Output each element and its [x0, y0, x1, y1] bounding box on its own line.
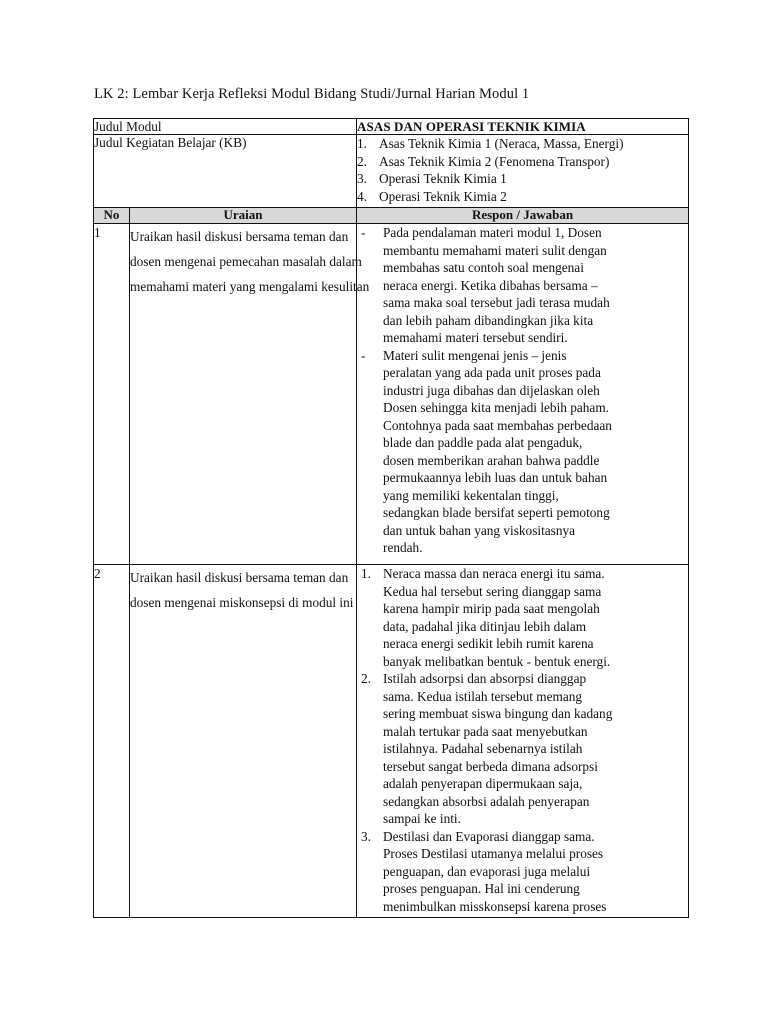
response-text: [379, 670, 688, 828]
response-marker: 2.: [361, 671, 371, 686]
response-line: Contohnya pada saat membahas perbedaan: [383, 417, 612, 433]
uraian-line: Uraikan hasil diskusi bersama teman dan: [130, 229, 349, 244]
kb-item-number: 2.: [357, 153, 367, 169]
response-item: [357, 347, 688, 557]
table-header-row: [94, 208, 689, 224]
kb-item: [357, 188, 688, 206]
judul-kb-row: [94, 135, 689, 208]
uraian-line: dosen mengenai pemecahan masalah dalam: [130, 254, 362, 269]
judul-modul-value: ASAS DAN OPERASI TEKNIK KIMIA: [357, 119, 689, 135]
response-line: Istilah adsorpsi dan absorpsi dianggap: [383, 671, 587, 686]
document-title: LK 2: Lembar Kerja Refleksi Modul Bidang Studi/Jurnal Harian Modul 1: [94, 86, 530, 102]
response-line: sampai ke inti.: [383, 811, 461, 826]
uraian-cell: [130, 224, 370, 565]
kb-item: [357, 170, 688, 188]
response-line: data, padahal jika ditinjau lebih dalam: [383, 618, 587, 634]
response-line: Destilasi dan Evaporasi dianggap sama.: [383, 828, 595, 844]
kb-item: [357, 153, 688, 171]
response-line: peralatan yang ada pada unit proses pada: [383, 365, 601, 380]
response-line: istilahnya. Padahal sebenarnya istilah: [383, 741, 583, 756]
kb-item-text: Asas Teknik Kimia 2 (Fenomena Transpor): [379, 153, 610, 169]
response-line: permukaannya lebih luas dan untuk bahan: [383, 470, 608, 485]
response-line: neraca energi. Ketika dibahas bersama –: [383, 277, 598, 293]
judul-kb-label: Judul Kegiatan Belajar (KB): [94, 135, 357, 208]
response-line: penguapan, dan evaporasi juga melalui: [383, 863, 591, 879]
kb-list: [357, 135, 688, 205]
response-line: Materi sulit mengenai jenis – jenis: [383, 347, 567, 363]
response-line: neraca energi sedikit lebih rumit karena: [383, 636, 594, 651]
response-line: yang memiliki kekentalan tinggi,: [383, 487, 559, 503]
response-line: memahami materi tersebut sendiri.: [383, 330, 568, 345]
uraian-cell: [130, 565, 357, 918]
response-marker: -: [361, 225, 366, 240]
row-number: 1: [94, 224, 130, 565]
judul-modul-label: Judul Modul: [94, 119, 357, 135]
response-line: rendah.: [383, 540, 423, 555]
response-line: sedangkan absorbsi adalah penyerapan: [383, 793, 590, 809]
row-number: 2: [94, 565, 130, 918]
response-line: membahas satu contoh soal mengenai: [383, 260, 584, 275]
response-item: [357, 565, 688, 670]
response-marker: -: [361, 347, 366, 363]
response-text: [379, 828, 688, 916]
response-item: [357, 670, 688, 828]
response-line: Kedua hal tersebut sering dianggap sama: [383, 583, 602, 599]
response-line: Pada pendalaman materi modul 1, Dosen: [383, 225, 602, 240]
uraian-line: memahami materi yang mengalami kesulitan: [130, 279, 370, 294]
response-item: [357, 224, 688, 347]
response-line: Dosen sehingga kita menjadi lebih paham.: [383, 400, 610, 415]
kb-list-cell: [357, 135, 689, 208]
response-marker: 1.: [361, 566, 371, 581]
response-line: industri juga dibahas dan dijelaskan oleh: [383, 382, 600, 398]
header-uraian: Uraian: [130, 208, 357, 224]
response-line: Proses Destilasi utamanya melalui proses: [383, 846, 604, 861]
response-text: [379, 224, 688, 347]
response-line: sama. Kedua istilah tersebut memang: [383, 688, 583, 704]
response-line: dan untuk bahan yang viskositasnya: [383, 522, 576, 538]
kb-item-text: Asas Teknik Kimia 1 (Neraca, Massa, Energi): [379, 136, 624, 151]
response-line: menimbulkan misskonsepsi karena proses: [383, 898, 607, 914]
response-text: [379, 347, 688, 557]
judul-modul-row: [94, 119, 689, 135]
uraian-line: dosen mengenai miskonsepsi di modul ini: [130, 595, 354, 610]
response-item: [357, 828, 688, 916]
kb-item-number: 4.: [357, 188, 367, 204]
response-line: dosen memberikan arahan bahwa paddle: [383, 452, 600, 468]
reflection-table: [93, 118, 689, 918]
response-line: sama maka soal tersebut jadi terasa mudah: [383, 295, 610, 310]
response-line: blade dan paddle pada alat pengaduk,: [383, 435, 583, 450]
response-text: [379, 565, 688, 670]
response-line: tersebut sangat berbeda dimana adsorpsi: [383, 758, 598, 774]
response-line: banyak melibatkan bentuk - bentuk energi.: [383, 653, 611, 669]
kb-item-text: Operasi Teknik Kimia 2: [379, 188, 507, 204]
response-line: malah tertukar pada saat menyebutkan: [383, 723, 588, 739]
kb-item-number: 3.: [357, 171, 367, 186]
header-respon: Respon / Jawaban: [357, 208, 689, 224]
respon-cell: [357, 224, 689, 565]
response-line: adalah penyerapan dipermukaan saja,: [383, 776, 583, 791]
response-line: membantu memahami materi sulit dengan: [383, 242, 607, 258]
response-line: sering membuat siswa bingung dan kadang: [383, 706, 613, 721]
response-line: sedangkan blade bersifat seperti pemotong: [383, 505, 610, 520]
uraian-line: Uraikan hasil diskusi bersama teman dan: [130, 570, 349, 585]
table-row: [94, 224, 689, 565]
response-line: proses penguapan. Hal ini cenderung: [383, 881, 580, 896]
respon-cell: [357, 565, 689, 918]
kb-item-number: 1.: [357, 136, 367, 151]
response-line: Neraca massa dan neraca energi itu sama.: [383, 566, 605, 581]
kb-item-text: Operasi Teknik Kimia 1: [379, 171, 507, 186]
header-no: No: [94, 208, 130, 224]
response-line: dan lebih paham dibandingkan jika kita: [383, 312, 594, 328]
response-line: karena hampir mirip pada saat mengolah: [383, 601, 600, 616]
kb-item: [357, 135, 688, 153]
table-row: [94, 565, 689, 918]
response-marker: 3.: [361, 828, 371, 844]
